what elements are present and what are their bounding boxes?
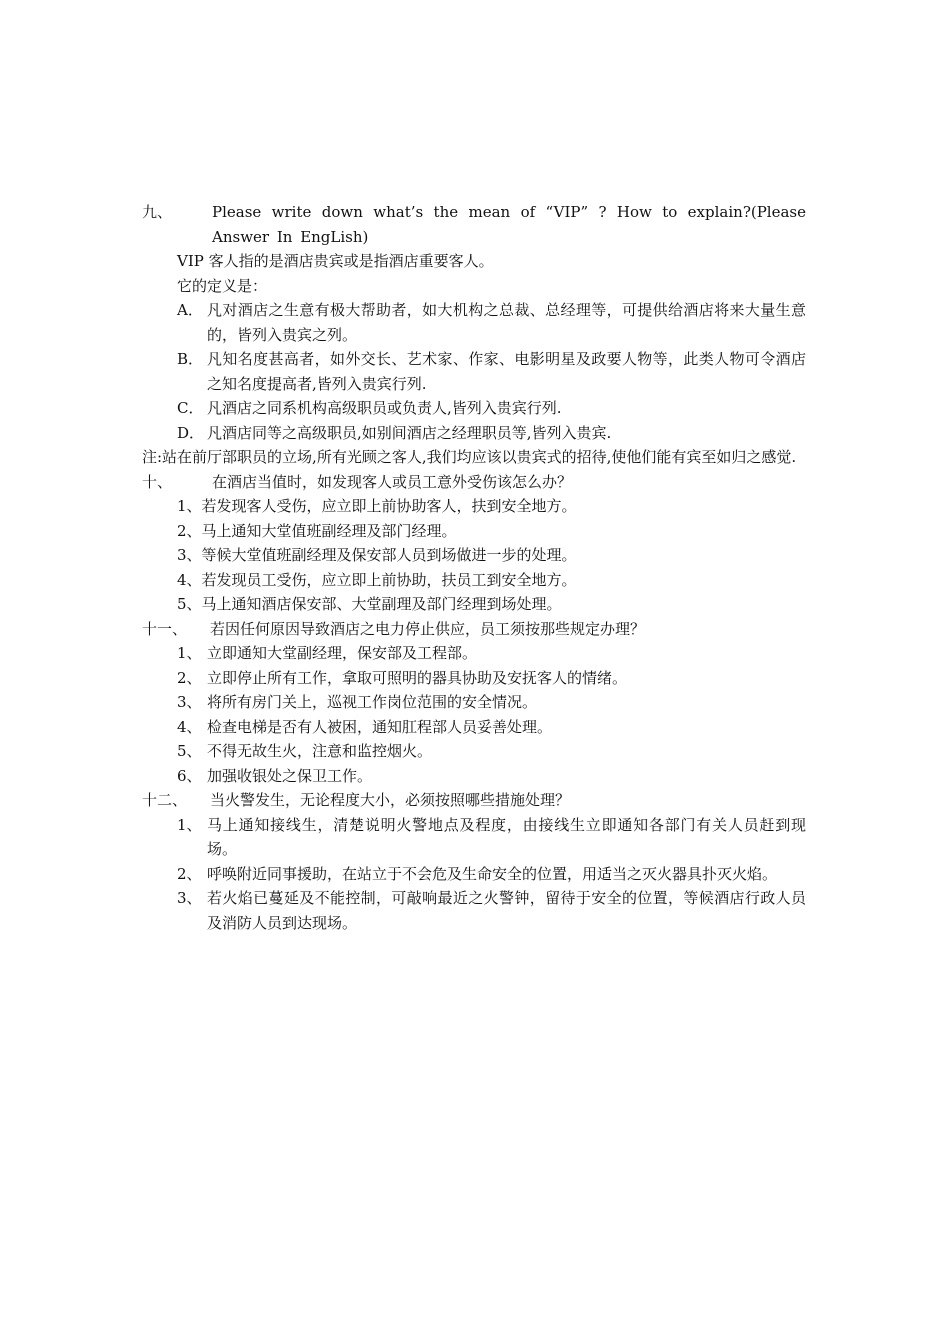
list-marker: 3、 xyxy=(177,889,202,907)
list-item-text: 检查电梯是否有人被困，通知肛程部人员妥善处理。 xyxy=(207,717,553,736)
list-marker: A． xyxy=(177,301,203,319)
paragraph: VIP 客人指的是酒店贵宾或是指酒店重要客人。 xyxy=(177,252,494,270)
list-marker: 5、 xyxy=(177,742,202,760)
question-number: 九、 xyxy=(142,203,173,221)
list-marker: C． xyxy=(177,399,204,417)
question-11 xyxy=(142,617,806,642)
list-item xyxy=(142,347,806,396)
list-item: 1、若发现客人受伤，应立即上前协助客人，扶到安全地方。 xyxy=(177,497,577,515)
list-item-text: 加强收银处之保卫工作。 xyxy=(207,766,373,785)
list-marker: D． xyxy=(177,423,205,442)
list-item-text: 呼唤附近同事援助，在站立于不会危及生命安全的位置，用适当之灭火器具扑灭火焰。 xyxy=(207,864,778,883)
list-item-text: 凡酒店之同系机构高级职员或负责人,皆列入贵宾行列. xyxy=(207,399,562,417)
list-item xyxy=(142,715,806,740)
note: 注:站在前厅部职员的立场,所有光顾之客人,我们均应该以贵宾式的招待,使他们能有宾至如归之感觉. xyxy=(142,448,797,466)
list-item xyxy=(142,886,806,935)
list-marker: 1、 xyxy=(177,644,202,662)
list-item-text: 凡酒店同等之高级职员,如别间酒店之经理职员等,皆列入贵宾. xyxy=(207,423,612,442)
list-item: 2、马上通知大堂值班副经理及部门经理。 xyxy=(177,521,457,540)
list-item xyxy=(142,641,806,666)
list-marker: 3、 xyxy=(177,693,202,711)
list-marker: 2、 xyxy=(177,864,202,883)
question-number: 十二、 xyxy=(142,791,188,809)
list-marker: 1、 xyxy=(177,815,202,834)
question-9 xyxy=(142,200,806,249)
list-item-text: 将所有房门关上，巡视工作岗位范围的安全情况。 xyxy=(207,693,538,711)
question-text: 当火警发生，无论程度大小，必须按照哪些措施处理？ xyxy=(210,791,571,809)
list-item-text: 若火焰已蔓延及不能控制，可敲响最近之火警钟，留待于安全的位置，等候酒店行政人员及消防人员到达现场。 xyxy=(207,889,806,932)
list-item xyxy=(142,739,806,764)
list-item-text: 凡知名度甚高者，如外交长、艺术家、作家、电影明星及政要人物等，此类人物可令酒店之知名度提高者,皆列入贵宾行列. xyxy=(207,350,806,393)
list-item: 3、等候大堂值班副经理及保安部人员到场做进一步的处理。 xyxy=(177,546,577,564)
list-item-text: 立即停止所有工作，拿取可照明的器具协助及安抚客人的情绪。 xyxy=(207,668,628,687)
question-text: Please write down what’s the mean of “VIP” ? How to explain?(Please Answer In EngLish) xyxy=(212,203,806,246)
document-body xyxy=(142,200,806,935)
question-10 xyxy=(142,470,806,495)
question-text: 若因任何原因导致酒店之电力停止供应，员工须按那些规定办理？ xyxy=(210,619,646,638)
list-item-text: 不得无故生火，注意和监控烟火。 xyxy=(207,742,433,760)
list-marker: 2、 xyxy=(177,668,202,687)
question-12 xyxy=(142,788,806,813)
list-item: 5、马上通知酒店保安部、大堂副理及部门经理到场处理。 xyxy=(177,595,562,613)
paragraph: 它的定义是： xyxy=(177,276,268,295)
list-item xyxy=(142,298,806,347)
list-item xyxy=(142,862,806,887)
list-marker: 6、 xyxy=(177,766,202,785)
list-item-text: 凡对酒店之生意有极大帮助者，如大机构之总裁、总经理等，可提供给酒店将来大量生意的，皆列入贵宾之列。 xyxy=(207,301,806,344)
list-item-text: 马上通知接线生，清楚说明火警地点及程度，由接线生立即通知各部门有关人员赶到现场。 xyxy=(207,815,806,858)
list-item xyxy=(142,666,806,691)
list-marker: B． xyxy=(177,350,204,368)
question-number: 十一、 xyxy=(142,619,188,638)
question-text: 在酒店当值时，如发现客人或员工意外受伤该怎么办？ xyxy=(212,472,573,491)
list-item-text: 立即通知大堂副经理，保安部及工程部。 xyxy=(207,644,478,662)
list-item xyxy=(142,421,806,446)
list-marker: 4、 xyxy=(177,717,202,736)
list-item xyxy=(142,690,806,715)
list-item xyxy=(142,764,806,789)
list-item xyxy=(142,396,806,421)
list-item xyxy=(142,813,806,862)
question-number: 十、 xyxy=(142,472,173,491)
list-item: 4、若发现员工受伤，应立即上前协助，扶员工到安全地方。 xyxy=(177,570,577,589)
